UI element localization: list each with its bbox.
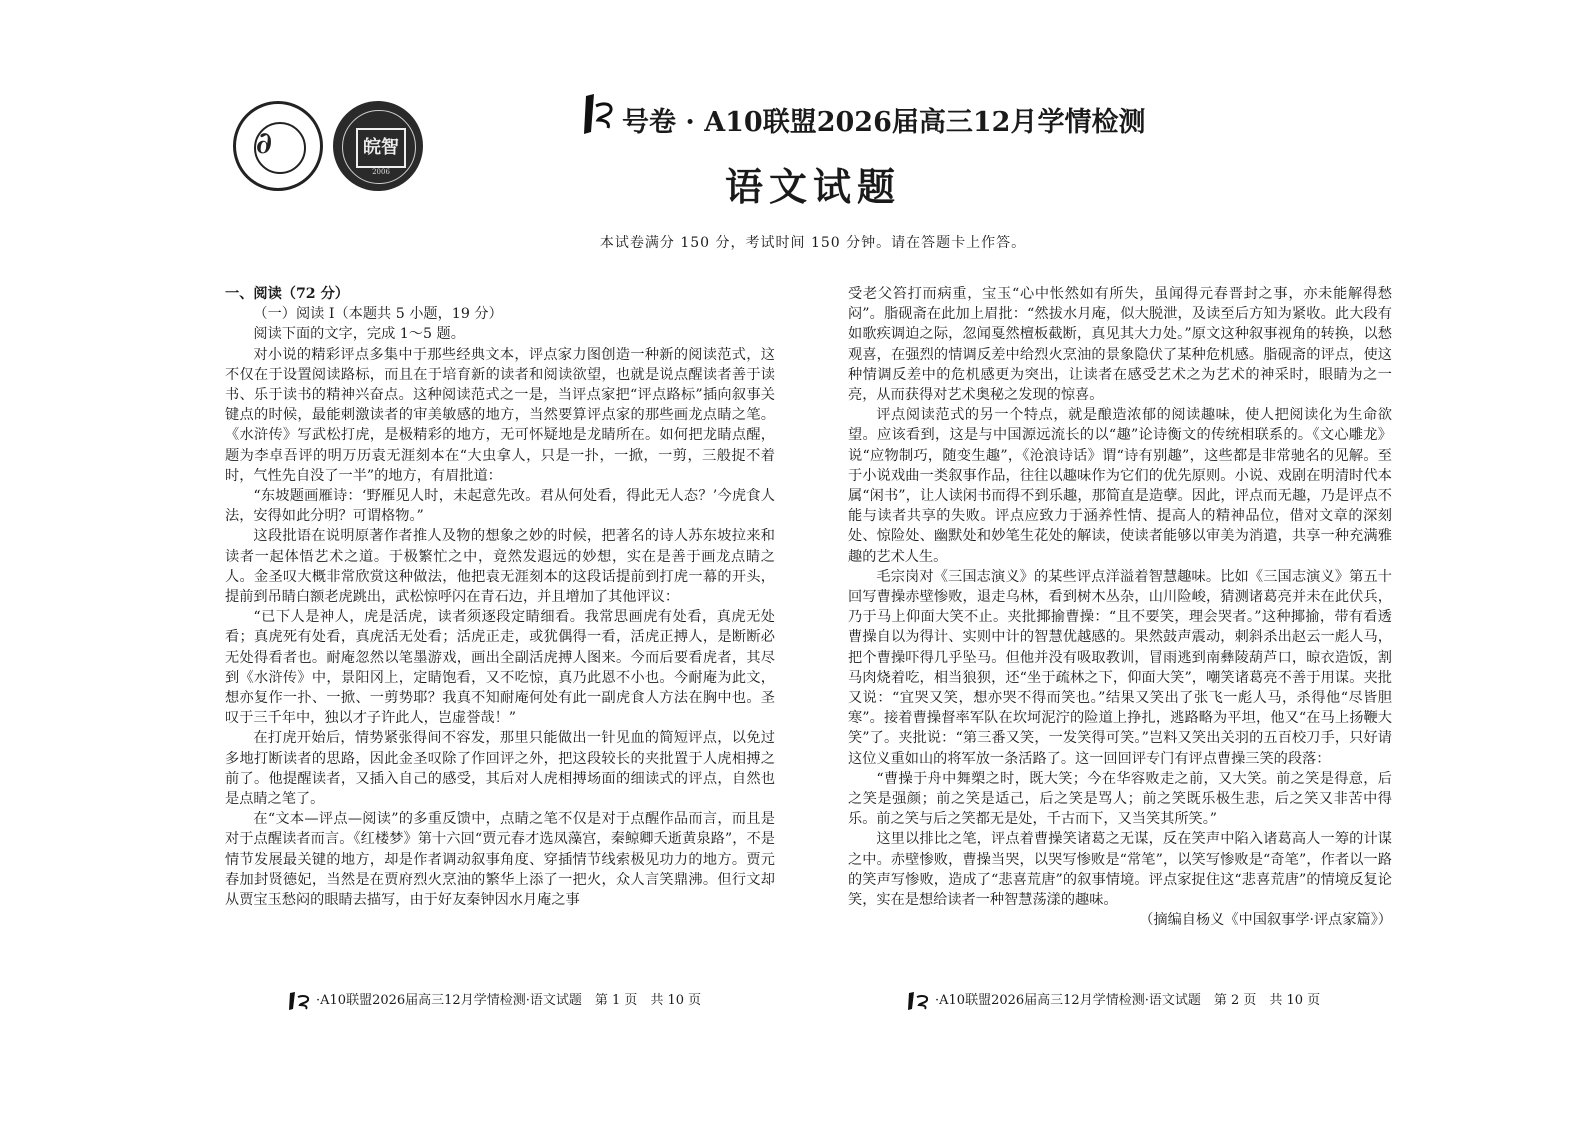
footer-page-2 xyxy=(906,989,1320,1011)
left-paragraph-4: 在“文本—评点—阅读”的多重反馈中，点睛之笔不仅是对于点醒作品而言，而且是对于点醒读者而言。《红楼梦》第十六回“贾元春才选凤藻宫，秦鲸卿夭逝黄泉路”，不是情节发展最关键的地方，却是作者调动叙事角度、穿插情节线索极见功力的地方。贾元春加封贤德妃，当然是在贾府烈火烹油的繁华上添了一把火，众人言笑鼎沸。但行文却从贾宝玉愁闷的眼睛去描写，由于好友秦钟因水月庵之事 xyxy=(225,811,775,909)
right-paragraph-1: 受老父笞打而病重，宝玉“心中怅然如有所失，虽闻得元春晋封之事，亦未能解得愁闷”。脂砚斋在此加上眉批：“然拔水月庵，似大脱泄，及读至后方知为紧收。此大段有如歌疾调迫之际，忽闻戛然檀板截断，真见其大力处。”原文这种叙事视角的转换，以愁观喜，在强烈的情调反差中给烈火烹油的景象隐伏了某种危机感。脂砚斋的评点，使这种情调反差中的危机感更为突出，让读者在感受艺术之为艺术的神采时，眼睛为之一亮，从而获得对艺术奥秘之发现的惊喜。 xyxy=(848,286,1392,404)
right-paragraph-4: 这里以排比之笔，评点着曹操笑诸葛之无谋，反在笑声中陷入诸葛高人一筹的计谋之中。赤壁惨败，曹操当哭，以哭写惨败是“常笔”，以笑写惨败是“奇笔”，作者以一路的笑声写惨败，造成了“悲喜荒唐”的叙事情境。评点家捉住这“悲喜荒唐”的情境反复论笑，实在是想给读者一种智慧荡漾的趣味。 xyxy=(848,831,1392,909)
alliance-seal-mark: ∂ xyxy=(256,126,273,161)
footer-page-1 xyxy=(287,989,701,1011)
right-text-column xyxy=(848,284,1392,931)
right-paragraph-2: 评点阅读范式的另一个特点，就是酿造浓郁的阅读趣味，使人把阅读化为生命欲望。应该看到，这是与中国源远流长的以“趣”论诗衡文的传统相联系的。《文心雕龙》说“应物制巧，随变生趣”，《沧浪诗话》谓“诗有别趣”，这些都是非常驰名的见解。至于小说戏曲一类叙事作品，往往以趣味作为它们的优先原则。小说、戏剧在明清时代本属“闲书”，让人读闲书而得不到乐趣，那简直是造孽。因此，评点而无趣，乃是评点不能与读者共享的失败。评点应致力于涵养性情、提高人的精神品位，借对文章的深刻处、惊险处、幽默处和妙笔生花处的解读，使读者能够以审美为消遣，共享一种充满雅趣的艺术人生。 xyxy=(848,407,1392,565)
subject-title: 语文试题 xyxy=(724,164,901,209)
left-paragraph-2: 这段批语在说明原著作者推人及物的想象之妙的时候，把著名的诗人苏东坡拉来和读者一起体悟艺术之道。于极繁忙之中，竟然发遐远的妙想，实在是善于画龙点睛之人。金圣叹大概非常欣赏这种做法，他把袁无涯刻本的这段话提前到打虎一幕的开头，提前到吊睛白额老虎跳出，武松惊呼闪在青石边，并且增加了其他评议： xyxy=(225,528,775,606)
left-paragraph-1: 对小说的精彩评点多集中于那些经典文本，评点家力图创造一种新的阅读范式，这不仅在于设置阅读路标，而且在于培育新的读者和阅读欲望，也就是说点醒读者善于读书、乐于读书的精神兴奋点。这种阅读范式之一是，当评点家把“评点路标”插向叙事关键点的时候，最能刺激读者的审美敏感的地方，当然要算评点家的那些画龙点睛之笔。《水浒传》写武松打虎，是极精彩的地方，无可怀疑地是龙睛所在。如何把龙睛点醒，题为李卓吾评的明万历袁无涯刻本在“大虫拿人，只是一扑，一掀，一剪，三般捉不着时，气性先自没了一半”的地方，有眉批道： xyxy=(225,346,775,484)
footer-brand-icon xyxy=(287,991,313,1011)
haojuan-brand-icon xyxy=(578,92,616,136)
left-paragraph-3: 在打虎开始后，情势紧张得间不容发，那里只能做出一针见血的简短评点，以免过多地打断读者的思路，因此金圣叹除了作回评之外，把这段较长的夹批置于人虎相搏之前了。他提醒读者，又插入自己的感受，其后对人虎相搏场面的细读式的评点，自然也是点睛之笔了。 xyxy=(225,730,775,808)
left-quote-1: “东坡题画雁诗：‘野雁见人时，未起意先改。君从何处看，得此无人态？’今虎食人法，安得如此分明？可谓格物。” xyxy=(225,488,775,525)
left-text-column xyxy=(225,284,775,910)
exam-header xyxy=(0,0,1588,260)
footer-left-text: ·A10联盟2026届高三12月学情检测·语文试题 第 1 页 共 10 页 xyxy=(316,993,702,1008)
subsection-heading: （一）阅读 Ⅰ（本题共 5 小题，19 分） xyxy=(253,306,503,323)
left-quote-2: “已下人是神人，虎是活虎，读者须逐段定睛细看。我常思画虎有处看，真虎无处看；真虎死有处看，真虎活无处看；活虎正走，或犹偶得一看，活虎正搏人，是断断必无处得看者也。耐庵忽然以笔墨游戏，画出全副活虎搏人图来。今而后要看虎者，其尽到《水浒传》中，景阳冈上，定睛饱看，又不吃惊，真乃此恩不小也。今耐庵为此文，想亦复作一扑、一掀、一剪势耶？我真不知耐庵何处有此一副虎食人方法在胸中也。圣叹于三千年中，独以才子许此人，岂虚誉哉！” xyxy=(225,609,775,727)
footer-right-text: ·A10联盟2026届高三12月学情检测·语文试题 第 2 页 共 10 页 xyxy=(935,993,1321,1008)
footer-brand-icon xyxy=(906,991,932,1011)
exam-instruction: 本试卷满分 150 分，考试时间 150 分钟。请在答题卡上作答。 xyxy=(599,235,1027,251)
wanzhi-seal-center: 皖智 xyxy=(356,128,406,168)
exam-title: 号卷 · A10联盟2026届高三12月学情检测 xyxy=(622,107,1146,138)
wanzhi-seal-year: 2006 xyxy=(372,168,390,176)
section-heading: 一、阅读（72 分） xyxy=(225,286,349,302)
right-quote-1: “曹操于舟中舞槊之时，既大笑；今在华容败走之前，又大笑。前之笑是得意，后之笑是强颜；前之笑是适己，后之笑是骂人；前之笑既乐极生悲，后之笑又非苦中得乐。前之笑与后之笑都无是处，千古而下，又当笑其所笑。” xyxy=(848,770,1392,828)
reading-task: 阅读下面的文字，完成 1～5 题。 xyxy=(253,326,465,343)
right-paragraph-3: 毛宗岗对《三国志演义》的某些评点洋溢着智慧趣味。比如《三国志演义》第五十回写曹操赤壁惨败，退走乌林，看到树木丛杂，山川险峻，猜测诸葛亮并未在此伏兵，乃于马上仰面大笑不止。夹批揶揄曹操：“且不要笑，理会哭者。”这种揶揄，带有看透曹操自以为得计、实则中计的智慧优越感的。果然鼓声震动，刺斜杀出赵云一彪人马，把个曹操吓得几乎坠马。但他并没有吸取教训，冒雨逃到南彝陵葫芦口，晾衣造饭，割马肉烧着吃，相当狼狈，还“坐于疏林之下，仰面大笑”，嘲笑诸葛亮不善于用谋。夹批又说：“宜哭又笑，想亦哭不得而笑也。”结果又笑出了张飞一彪人马，杀得他“尽皆胆寒”。接着曹操督率军队在坎坷泥泞的险道上挣扎，逃路略为平坦，他又“在马上扬鞭大笑”了。夹批说：“第三番又笑，一发笑得可笑。”岂料又笑出关羽的五百校刀手，只好请这位义重如山的将军放一条活路了。这一回回评专门有评点曹操三笑的段落： xyxy=(848,568,1392,767)
source-citation: （摘编自杨义《中国叙事学·评点家篇》） xyxy=(1139,912,1392,929)
